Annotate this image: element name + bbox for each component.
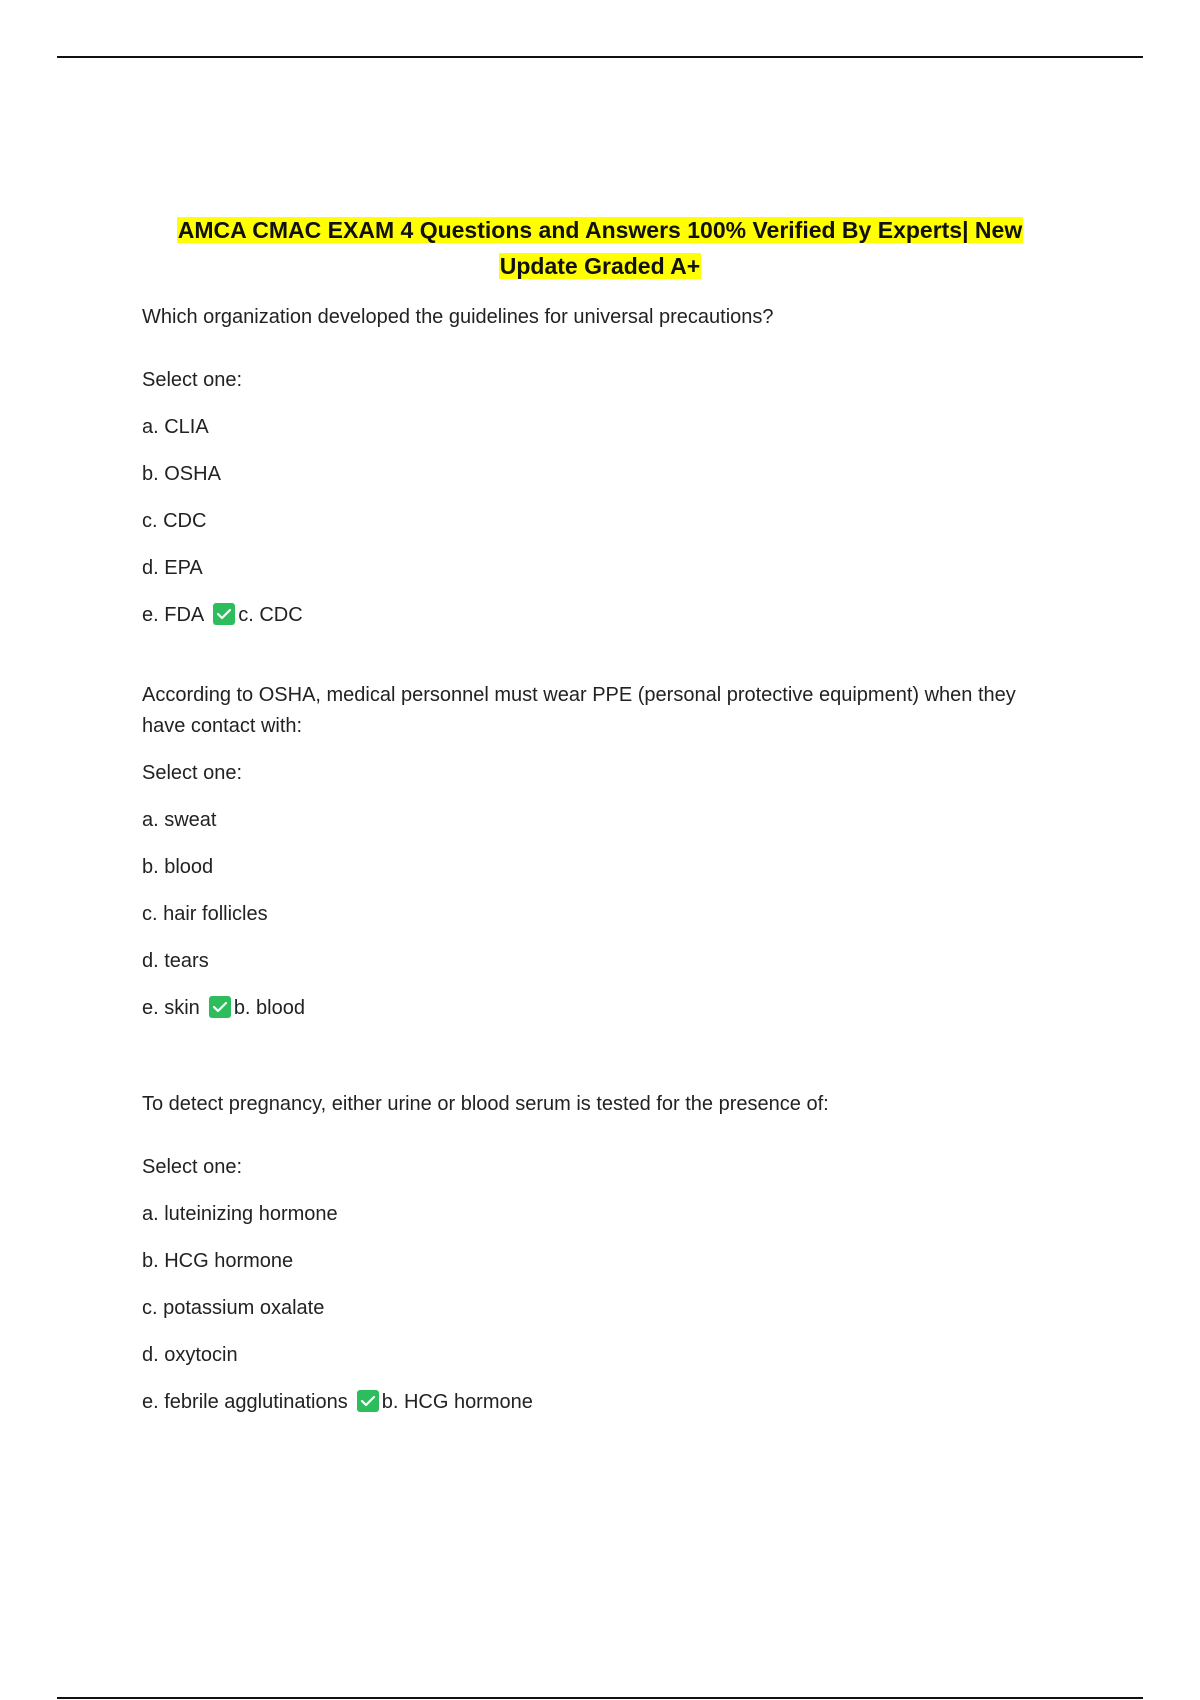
- correct-answer: b. blood: [233, 997, 305, 1019]
- option-e-with-answer: [142, 993, 1042, 1040]
- option-b: b. OSHA: [142, 463, 221, 485]
- option-d: d. EPA: [142, 557, 203, 579]
- select-prompt: Select one:: [142, 369, 243, 391]
- option-e-with-answer: [142, 600, 1042, 647]
- question-stem: According to OSHA, medical personnel must wear PPE (personal protective equipment) when they have contact with:: [142, 684, 1016, 737]
- question-3: [142, 1089, 1042, 1434]
- select-prompt: Select one:: [142, 1156, 243, 1178]
- option-e: e. skin: [142, 997, 200, 1019]
- title-line-1: AMCA CMAC EXAM 4 Questions and Answers 100% Verified By Experts| New: [177, 217, 1023, 243]
- correct-answer: b. HCG hormone: [381, 1391, 533, 1413]
- question-stem: Which organization developed the guidelines for universal precautions?: [142, 306, 774, 328]
- option-b: b. blood: [142, 856, 214, 878]
- title-line-2: Update Graded A+: [499, 253, 701, 279]
- option-d: d. tears: [142, 950, 209, 972]
- check-mark-icon: [209, 996, 231, 1018]
- question-1: [142, 302, 1042, 647]
- question-stem: To detect pregnancy, either urine or blood serum is tested for the presence of:: [142, 1093, 829, 1115]
- option-e: e. febrile agglutinations: [142, 1391, 348, 1413]
- option-e-with-answer: [142, 1387, 1042, 1434]
- option-d: d. oxytocin: [142, 1344, 238, 1366]
- option-e: e. FDA: [142, 604, 205, 626]
- question-2: [142, 680, 1042, 1040]
- option-c: c. potassium oxalate: [142, 1297, 325, 1319]
- top-divider: [57, 56, 1143, 58]
- correct-answer: c. CDC: [238, 604, 303, 626]
- check-mark-icon: [357, 1390, 379, 1412]
- option-a: a. sweat: [142, 809, 217, 831]
- option-c: c. hair follicles: [142, 903, 268, 925]
- document-title: [100, 212, 1100, 284]
- select-prompt: Select one:: [142, 762, 243, 784]
- option-a: a. luteinizing hormone: [142, 1203, 338, 1225]
- bottom-divider: [57, 1697, 1143, 1699]
- option-b: b. HCG hormone: [142, 1250, 294, 1272]
- option-a: a. CLIA: [142, 416, 209, 438]
- check-mark-icon: [213, 603, 235, 625]
- option-c: c. CDC: [142, 510, 207, 532]
